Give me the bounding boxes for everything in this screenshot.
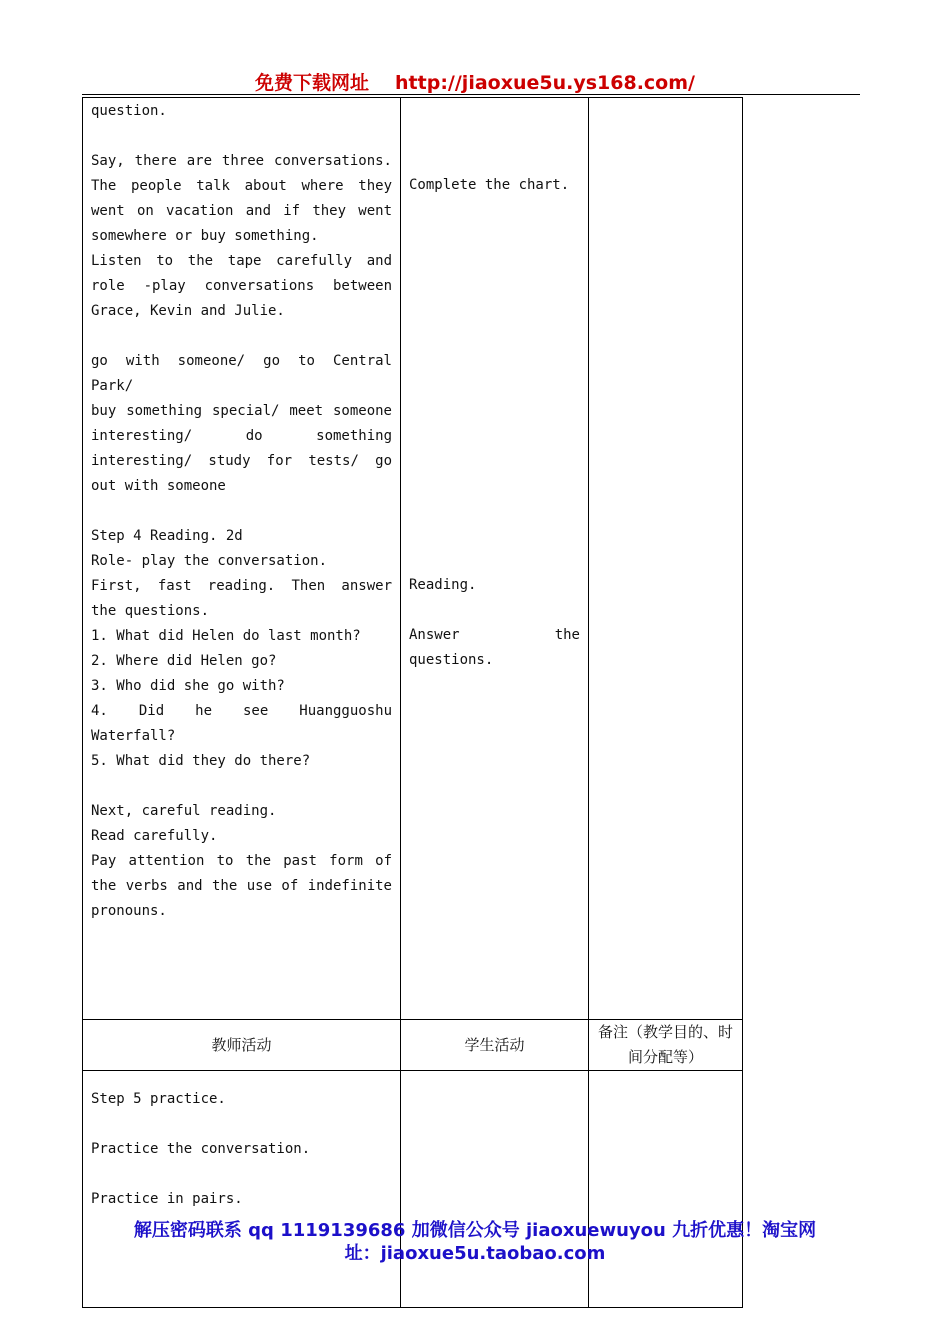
footer-line-1: 解压密码联系 qq 1119139686 加微信公众号 jiaoxuewuyou 九折优惠！淘宝网	[133, 1220, 817, 1241]
header-url-link[interactable]: http://jiaoxue5u.ys168.com/	[395, 72, 695, 94]
teacher-activity-header: 教师活动	[83, 1020, 401, 1071]
text-line	[409, 473, 580, 498]
text-line	[409, 548, 580, 573]
text-line	[91, 1112, 392, 1137]
text-line: Practice the conversation.	[91, 1141, 311, 1157]
text-line: the verbs and the use of indefinite	[91, 878, 392, 894]
text-line: Complete the chart.	[409, 177, 570, 193]
table-row	[83, 1071, 743, 1308]
text-line: the questions.	[91, 603, 210, 619]
teacher-activity-cell	[83, 1071, 401, 1308]
text-line	[409, 223, 580, 248]
text-line	[91, 774, 392, 799]
text-line: The people talk about where they	[91, 178, 392, 194]
header-label: 免费下载网址	[255, 72, 370, 94]
page-header	[0, 68, 950, 95]
text-line	[409, 198, 580, 223]
text-line	[409, 248, 580, 273]
student-activity-header: 学生活动	[401, 1020, 589, 1071]
text-line	[91, 499, 392, 524]
text-line: interesting/ study for tests/ go	[91, 453, 392, 469]
notes-cell	[589, 98, 743, 1020]
text-line: Waterfall?	[91, 728, 176, 744]
text-line: out with someone	[91, 478, 226, 494]
student-activity-cell	[401, 1071, 589, 1308]
text-line: Grace, Kevin and Julie.	[91, 303, 285, 319]
text-line: somewhere or buy something.	[91, 228, 319, 244]
teacher-activity-text	[91, 99, 392, 924]
text-line: Say, there are three conversations.	[91, 153, 392, 169]
text-line: interesting/ do something	[91, 428, 392, 444]
text-line: Park/	[91, 378, 134, 394]
notes-cell	[589, 1071, 743, 1308]
text-line: Pay attention to the past form of	[91, 853, 392, 869]
text-line	[91, 1162, 392, 1187]
student-activity-cell	[401, 98, 589, 1020]
text-line: Next, careful reading.	[91, 803, 277, 819]
page-footer	[0, 1219, 950, 1265]
text-line: pronouns.	[91, 903, 167, 919]
footer-line-2: 址：jiaoxue5u.taobao.com	[344, 1243, 606, 1264]
text-line	[91, 324, 392, 349]
text-line: went on vacation and if they went	[91, 203, 392, 219]
text-line: questions.	[409, 652, 494, 668]
text-line	[409, 498, 580, 523]
text-line: go with someone/ go to Central	[91, 353, 392, 369]
notes-header: 备注（教学目的、时间分配等）	[589, 1020, 743, 1071]
table-header-row	[83, 1020, 743, 1071]
text-line: 4. Did he see Huangguoshu	[91, 703, 392, 719]
text-line: buy something special/ meet someone	[91, 403, 392, 419]
text-line: Step 5 practice.	[91, 1091, 226, 1107]
teacher-activity-cell	[83, 98, 401, 1020]
text-line	[409, 373, 580, 398]
text-line: 2. Where did Helen go?	[91, 653, 277, 669]
student-activity-text	[409, 173, 580, 673]
table-row	[83, 98, 743, 1020]
text-line: 1. What did Helen do last month?	[91, 628, 361, 644]
text-line: Reading.	[409, 577, 477, 593]
text-line: role -play conversations between	[91, 278, 392, 294]
text-line	[409, 398, 580, 423]
text-line: 5. What did they do there?	[91, 753, 311, 769]
text-line: Answer the	[409, 627, 580, 643]
lesson-plan-table	[82, 97, 743, 1308]
text-line: Listen to the tape carefully and	[91, 253, 392, 269]
text-line: Role- play the conversation.	[91, 553, 328, 569]
text-line	[409, 598, 580, 623]
text-line	[409, 348, 580, 373]
header-divider	[82, 94, 860, 95]
text-line: First, fast reading. Then answer	[91, 578, 392, 594]
text-line: 3. Who did she go with?	[91, 678, 285, 694]
text-line	[409, 423, 580, 448]
text-line	[409, 448, 580, 473]
text-line: question.	[91, 103, 167, 119]
text-line	[409, 323, 580, 348]
text-line	[409, 523, 580, 548]
text-line: Read carefully.	[91, 828, 218, 844]
text-line	[409, 273, 580, 298]
text-line: Step 4 Reading. 2d	[91, 528, 243, 544]
text-line: Practice in pairs.	[91, 1191, 243, 1207]
text-line	[409, 298, 580, 323]
text-line	[91, 124, 392, 149]
teacher-activity-text	[91, 1087, 392, 1212]
